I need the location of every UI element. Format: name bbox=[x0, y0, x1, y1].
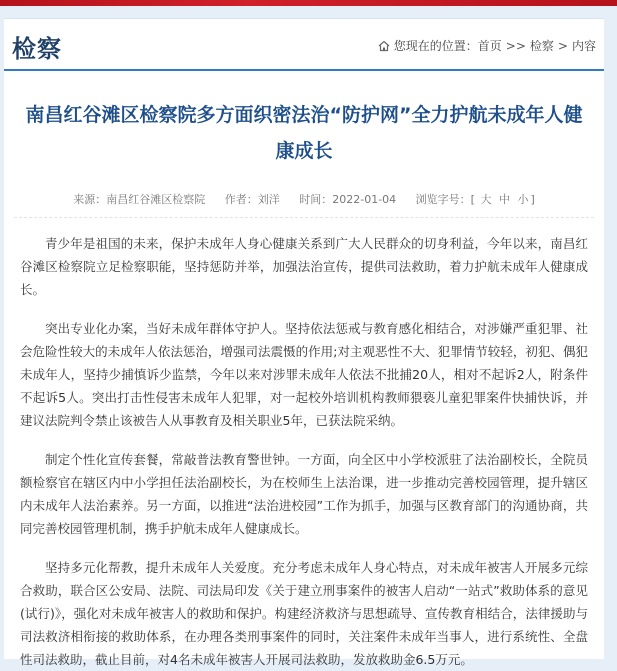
article-paragraph: 青少年是祖国的未来，保护未成年人身心健康关系到广大人民群众的切身利益，今年以来，南昌红谷滩区检察院立足检察职能，坚持惩防并举，加强法治宣传，提供司法救助，着力护航未成年人健康成长。 bbox=[20, 236, 588, 297]
article-body bbox=[20, 232, 588, 671]
meta-author: 作者：刘洋 bbox=[224, 193, 280, 206]
font-size-medium-link[interactable]: 中 bbox=[498, 193, 510, 206]
section-title: 检察 bbox=[12, 35, 62, 63]
font-size-small-link[interactable]: 小 bbox=[517, 193, 529, 206]
meta-font-size bbox=[416, 193, 535, 206]
home-icon bbox=[378, 40, 390, 52]
meta-time: 时间：2022-01-04 bbox=[299, 193, 397, 206]
breadcrumb-section-link[interactable]: 检察 bbox=[529, 39, 554, 53]
article-title: 南昌红谷滩区检察院多方面织密法治“防护网”全力护航未成年人健康成长 bbox=[25, 104, 583, 162]
breadcrumb-prefix: 您现在的位置： bbox=[393, 39, 478, 53]
font-size-end: ] bbox=[530, 193, 535, 206]
meta-source: 来源：南昌红谷滩区检察院 bbox=[73, 193, 206, 206]
section-header bbox=[4, 19, 604, 71]
breadcrumb-separator: > bbox=[557, 38, 568, 53]
top-banner-strip bbox=[0, 0, 617, 6]
article-paragraph: 坚持多元化帮教，提升未成年人关爱度。充分考虑未成年人身心特点，对未成年被害人开展多元综合救助，联合区公安局、法院、司法局印发《关于建立刑事案件的被害人启动“一站式”救助体系的意见(试行)》，强化对未成年被害人的救助和保护。构建经济救济与思想疏导、宣传教育相结合，法律援助与司法救济相衔接的救助体系，在办理各类刑事案件的同时，关注案件未成年当事人，进行系统性、全盘性司法救助，截止目前，对4名未成年被害人开展司法救助，发放救助金6.5万元。 bbox=[20, 560, 588, 667]
font-size-label: 浏览字号：[ bbox=[415, 193, 475, 206]
breadcrumb bbox=[378, 37, 596, 54]
breadcrumb-home-link[interactable]: 首页 bbox=[477, 39, 502, 53]
meta-divider bbox=[14, 217, 594, 218]
breadcrumb-separator: >> bbox=[505, 38, 526, 53]
article-paragraph: 突出专业化办案，当好未成年群体守护人。坚持依法惩戒与教育感化相结合，对涉嫌严重犯罪、社会危险性较大的未成年人依法惩治，增强司法震慑的作用;对主观恶性不大、犯罪情节较轻，初犯、偶犯未成年人，坚持少捕慎诉少监禁，今年以来对涉罪未成年人依法不批捕20人，相对不起诉2人，附条件不起诉5人。突出打击性侵害未成年人犯罪，对一起校外培训机构教师猥亵儿童犯罪案件快捕快诉，并建议法院判令禁止该被告人从事教育及相关职业5年，已获法院采纳。 bbox=[20, 321, 588, 428]
breadcrumb-current: 内容 bbox=[571, 39, 596, 53]
article-meta bbox=[4, 191, 604, 207]
font-size-large-link[interactable]: 大 bbox=[480, 193, 492, 206]
article-paragraph: 制定个性化宣传套餐，常敲普法教育警世钟。一方面，向全区中小学校派驻了法治副校长，全院员额检察官在辖区内中小学担任法治副校长，为在校师生上法治课，进一步推动完善校园管理，提升辖区内未成年人法治素养。另一方面，以推进“法治进校园”工作为抓手，加强与区教育部门的沟通协商，共同完善校园管理机制，携手护航未成年人健康成长。 bbox=[20, 452, 588, 536]
content-card bbox=[4, 18, 604, 667]
